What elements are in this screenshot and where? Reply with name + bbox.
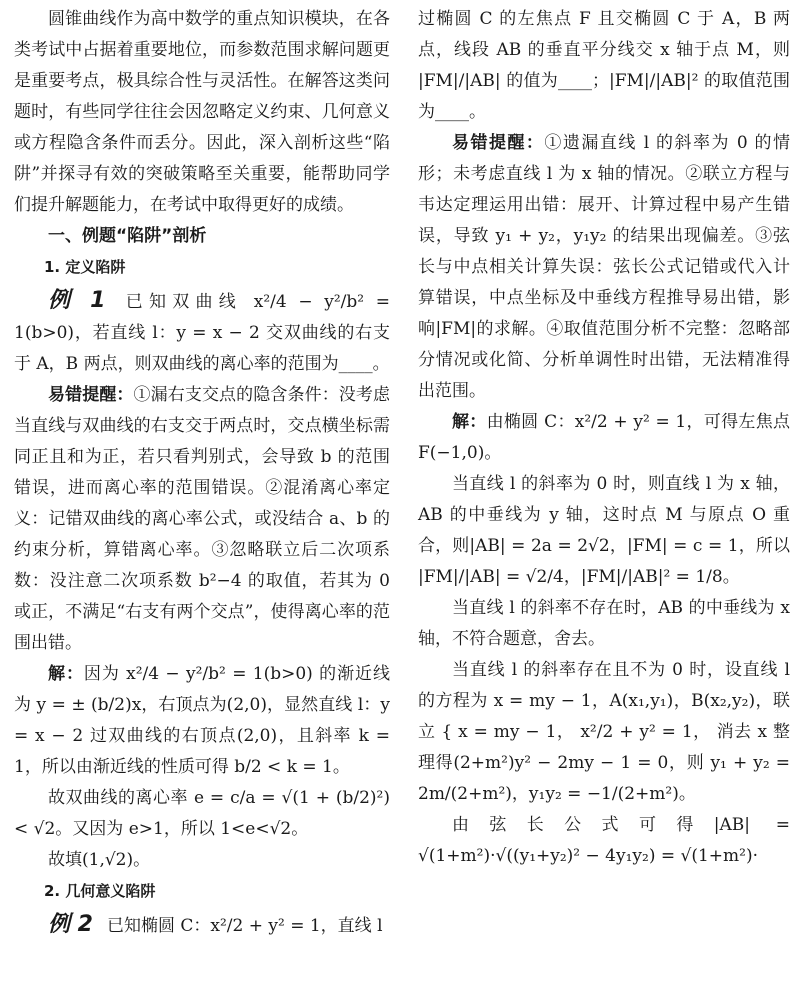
example-2-text: 已知椭圆 C：x²/2 + y² = 1，直线 l [106,916,383,936]
section-heading: 一、例题“陷阱”剖析 [48,226,207,246]
solution-2-slope-undefined: 当直线 l 的斜率不存在时，AB 的中垂线为 x 轴，不符合题意，舍去。 [418,598,790,649]
solution-1-text: 因为 x²/4 − y²/b² = 1(b>0) 的渐近线为 y = ± (b/2)x，右顶点为(2,0)，显然直线 l：y = x − 2 过双曲线的右顶点(2,0)，且斜率 k = 1，所以由渐近线的性质可得 b/2 < k = 1。 [14,664,390,777]
solution-2-chord-length: 由弦长公式可得|AB| = √(1+m²)·√((y₁+y₂)² − 4y₁y₂) = √(1+m²)· [418,815,790,866]
example-1-text: 已知双曲线 x²/4 − y²/b² = 1(b>0)，若直线 l：y = x − 2 交双曲线的右支于 A，B 两点，则双曲线的离心率的范围为____。 [14,292,390,374]
intro-paragraph: 圆锥曲线作为高中数学的重点知识模块，在各类考试中占据着重要地位，而参数范围求解问题更是重要考点，极具综合性与灵活性。在解答这类问题时，有些同学往往会因忽略定义约束、几何意义或方程隐含条件而丢分。因此，深入剖析这些“陷阱”并探寻有效的突破策略至关重要，能帮助同学们提升解题能力，在考试中取得更好的成绩。 [14,9,390,215]
solution-1-answer: 故填(1,√2)。 [48,850,151,870]
example-2-continued: 过椭圆 C 的左焦点 F 且交椭圆 C 于 A，B 两点，线段 AB 的垂直平分线交 x 轴于点 M，则 |FM|/|AB| 的值为____；|FM|/|AB|² 的取值范围为____。 [418,9,790,122]
right-column [418,4,790,872]
left-column [14,4,390,942]
solution-1 [14,659,390,783]
subsection-heading-definition: 1. 定义陷阱 [44,258,126,276]
example-1-label: 例 1 [48,288,106,313]
solution-2-slope-zero: 当直线 l 的斜率为 0 时，则直线 l 为 x 轴，AB 的中垂线为 y 轴，这时点 M 与原点 O 重合，则|AB| = 2a = 2√2，|FM| = c = 1，所以 |FM|/|AB| = √2/4，|FM|/|AB|² = 1/8。 [418,474,790,587]
solution-1-eccentricity: 故双曲线的离心率 e = c/a = √(1 + (b/2)²) < √2。又因为 e>1，所以 1<e<√2。 [14,788,390,839]
solution-2-label: 解： [452,412,487,432]
tip-1 [14,380,390,659]
tip-2-text: ①遗漏直线 l 的斜率为 0 的情形；未考虑直线 l 为 x 轴的情况。②联立方程与韦达定理运用出错：展开、计算过程中易产生错误，导致 y₁ + y₂，y₁y₂ 的结果出现偏差。③弦长与中点相关计算失误：弦长公式记错或代入计算错误，中点坐标及中垂线方程推导易出错，影响|FM|的求解。④取值范围分析不完整：忽略部分情况或化简、分析单调性时出错，无法精准得出范围。 [418,133,790,401]
subsection-heading-geometry: 2. 几何意义陷阱 [44,882,156,900]
tip-2-label: 易错提醒： [452,133,545,153]
example-1 [14,285,390,380]
tip-1-text: ①漏右支交点的隐含条件：没考虑当直线与双曲线的右支交于两点时，交点横坐标需同正且和为正，若只看判别式，会导致 b 的范围错误，进而离心率的范围错误。②混淆离心率定义：记错双曲线的离心率公式，或没结合 a、b 的约束分析，算错离心率。③忽略联立后二次项系数：没注意二次项系数 b²−4 的取值，若其为 0 或正，不满足“右支有两个交点”，使得离心率的范围出错。 [14,385,391,653]
solution-2-text: 由椭圆 C：x²/2 + y² = 1，可得左焦点 F(−1,0)。 [418,412,790,463]
tip-1-label: 易错提醒： [48,385,134,405]
solution-1-label: 解： [48,664,84,684]
example-2 [14,909,390,942]
solution-2-slope-general: 当直线 l 的斜率存在且不为 0 时，设直线 l 的方程为 x = my − 1，A(x₁,y₁)，B(x₂,y₂)，联立 { x = my − 1， x²/2 + y² = 1， 消去 x 整理得(2+m²)y² − 2my − 1 = 0，则 y₁ + y₂ = 2m/(2+m²)，y₁y₂ = −1/(2+m²)。 [418,660,790,804]
solution-2 [418,407,790,469]
tip-2 [418,128,790,407]
example-2-label: 例 2 [48,912,93,937]
